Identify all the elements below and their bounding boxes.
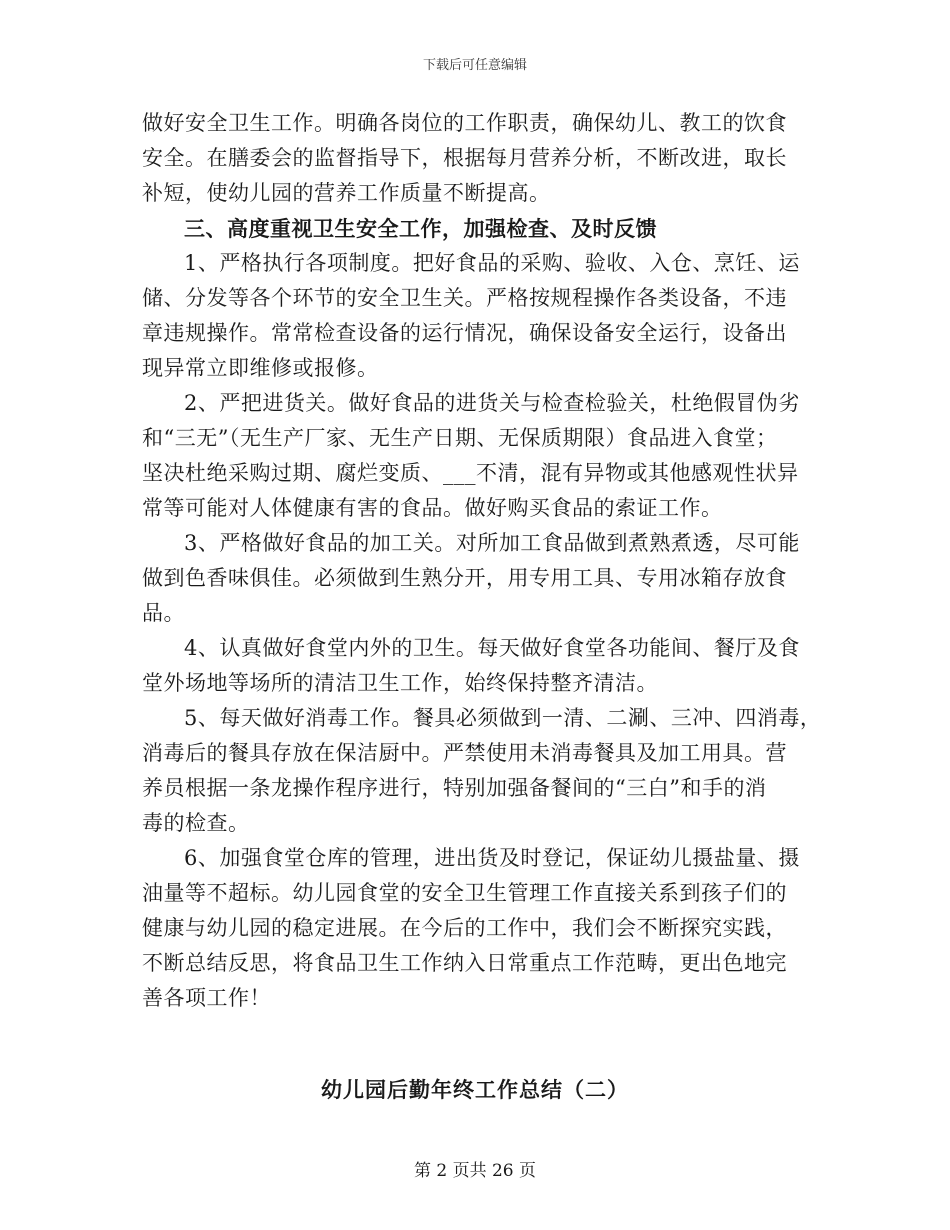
body-line: 油量等不超标。幼儿园食堂的安全卫生管理工作直接关系到孩子们的 [142,881,787,905]
body-line: 堂外场地等场所的清洁卫生工作，始终保持整齐清洁。 [142,671,658,695]
body-line: 做到色香味俱佳。必须做到生熟分开，用专用工具、专用冰箱存放食 [142,566,787,590]
body-line: 5、每天做好消毒工作。餐具必须做到一清、二涮、三冲、四消毒， [184,706,822,730]
body-line: 善各项工作！ [142,986,271,1010]
page-number: 第 2 页共 26 页 [413,1161,537,1181]
body-line: 2、严把进货关。做好食品的进货关与检查检验关，杜绝假冒伪劣 [184,391,800,415]
body-line: 4、认真做好食堂内外的卫生。每天做好食堂各功能间、餐厅及食 [184,636,800,660]
body-line: 章违规操作。常常检查设备的运行情况，确保设备安全运行，设备出 [142,321,787,345]
header-note: 下载后可任意编辑 [422,58,527,73]
body-line: 和“三无”（无生产厂家、无生产日期、无保质期限）食品进入食堂； [142,426,778,450]
body-line: 消毒后的餐具存放在保洁厨中。严禁使用未消毒餐具及加工用具。营 [142,741,787,765]
body-line: 坚决杜绝采购过期、腐烂变质、___不清，混有异物或其他感观性状异 [142,461,799,485]
body-line: 3、严格做好食品的加工关。对所加工食品做到煮熟煮透，尽可能 [184,531,800,555]
section-title: 幼儿园后勤年终工作总结（二） [321,1077,629,1102]
body-line: 1、严格执行各项制度。把好食品的采购、验收、入仓、烹饪、运 [184,251,800,275]
body-line: 做好安全卫生工作。明确各岗位的工作职责，确保幼儿、教工的饮食 [142,111,787,135]
body-line: 6、加强食堂仓库的管理，进出货及时登记，保证幼儿摄盐量、摄 [184,846,800,870]
body-line: 安全。在膳委会的监督指导下，根据每月营养分析，不断改进，取长 [142,146,787,170]
document-body [142,106,832,1016]
body-line: 常等可能对人体健康有害的食品。做好购买食品的索证工作。 [142,496,723,520]
body-line: 现异常立即维修或报修。 [142,356,379,380]
body-line: 补短，使幼儿园的营养工作质量不断提高。 [142,181,551,205]
body-line: 储、分发等各个环节的安全卫生关。严格按规程操作各类设备，不违 [142,286,787,310]
body-line: 品。 [142,601,185,625]
body-line: 养员根据一条龙操作程序进行，特别加强备餐间的“三白”和手的消 [142,776,767,800]
body-line: 毒的检查。 [142,811,250,835]
body-line: 不断总结反思，将食品卫生工作纳入日常重点工作范畴，更出色地完 [142,951,787,975]
body-line: 健康与幼儿园的稳定进展。在今后的工作中，我们会不断探究实践， [142,916,787,940]
section-heading: 三、高度重视卫生安全工作，加强检查、及时反馈 [184,216,657,241]
